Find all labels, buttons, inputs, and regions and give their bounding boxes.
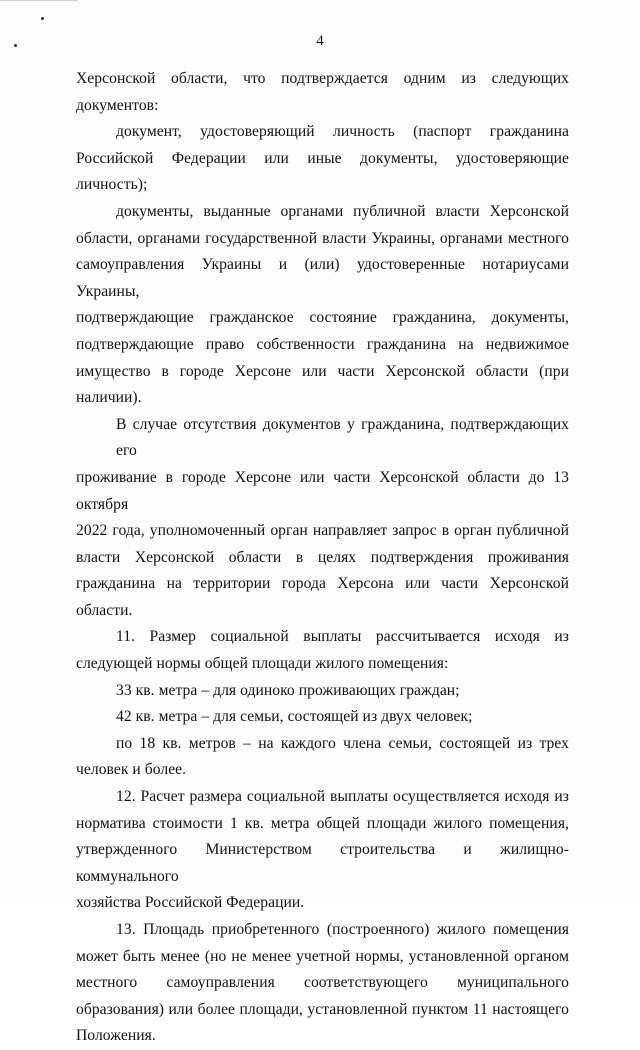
paragraph-doc-identity: [76, 119, 569, 199]
text-line: Российской Федерации или иные документы, удостоверяющие личность);: [76, 149, 569, 194]
text-line: документ, удостоверяющий личность (паспорт гражданина: [116, 123, 569, 141]
paragraph-item-11: [76, 624, 569, 677]
text-line: 13. Площадь приобретенного (построенного) жилого помещения: [116, 921, 569, 938]
text-line: местного самоуправления соответствующего муниципального: [76, 974, 569, 992]
text-line: подтверждающие право собственности гражданина на недвижимое: [76, 335, 569, 353]
paragraph-item-13: [76, 917, 569, 1050]
text-line: 12. Расчет размера социальной выплаты осуществляется исходя из: [116, 788, 569, 806]
text-line: хозяйства Российской Федерации.: [76, 894, 305, 912]
text-line: В случае отсутствия документов у гражданина, подтверждающих его: [116, 415, 569, 460]
scan-artifact-line: [0, 0, 78, 1]
text-line: имущество в городе Херсоне или части Херсонской области (при наличии).: [76, 362, 569, 407]
paragraph-absence: [76, 412, 569, 625]
text-line: следующей нормы общей площади жилого помещения:: [76, 655, 449, 673]
text-line: самоуправления Украины и (или) удостоверенные нотариусами Украины,: [76, 256, 569, 300]
paragraph-norm-42: [76, 704, 569, 731]
paragraph-norm-18: [76, 731, 569, 784]
text-line: человек и более.: [76, 761, 187, 779]
text-line: власти Херсонской области в целях подтверждения проживания: [76, 548, 569, 566]
paragraph-doc-issued: [76, 199, 569, 412]
text-line: образования) или более площади, установленной пунктом 11 настоящего: [76, 1000, 569, 1018]
scan-artifact-dot: [41, 17, 44, 20]
text-line: по 18 кв. метров – на каждого члена семьи, состоящей из трех: [116, 734, 569, 752]
text-line: документы, выданные органами публичной власти Херсонской: [116, 202, 569, 220]
paragraph-continuation: [76, 66, 569, 119]
text-line: норматива стоимости 1 кв. метра общей площади жилого помещения,: [76, 814, 569, 832]
paragraph-item-12: [76, 784, 569, 917]
text-line: проживание в городе Херсоне или части Херсонской области до 13 октября: [76, 468, 569, 513]
text-line: документов:: [76, 96, 159, 114]
text-line: области, органами государственной власти Украины, органами местного: [76, 229, 569, 247]
text-line: Херсонской области, что подтверждается одним из следующих: [76, 70, 569, 87]
text-line: подтверждающие гражданское состояние гражданина, документы,: [76, 309, 569, 327]
text-line: 11. Размер социальной выплаты рассчитывается исходя из: [116, 628, 569, 646]
text-line: утвержденного Министерством строительства и жилищно-коммунального: [76, 841, 569, 885]
text-line: Положения.: [76, 1027, 156, 1045]
paragraph-norm-33: [76, 678, 569, 705]
text-line: 2022 года, уполномоченный орган направляет запрос в орган публичной: [76, 522, 569, 540]
page-number: 4: [316, 33, 324, 49]
document-body: [76, 66, 569, 1050]
text-line: может быть менее (но не менее учетной нормы, установленной органом: [76, 947, 569, 965]
text-line: гражданина на территории города Херсона или части Херсонской области.: [76, 575, 569, 619]
text-line: 33 кв. метра – для одиноко проживающих граждан;: [116, 681, 460, 699]
text-line: 42 кв. метра – для семьи, состоящей из двух человек;: [116, 708, 473, 726]
